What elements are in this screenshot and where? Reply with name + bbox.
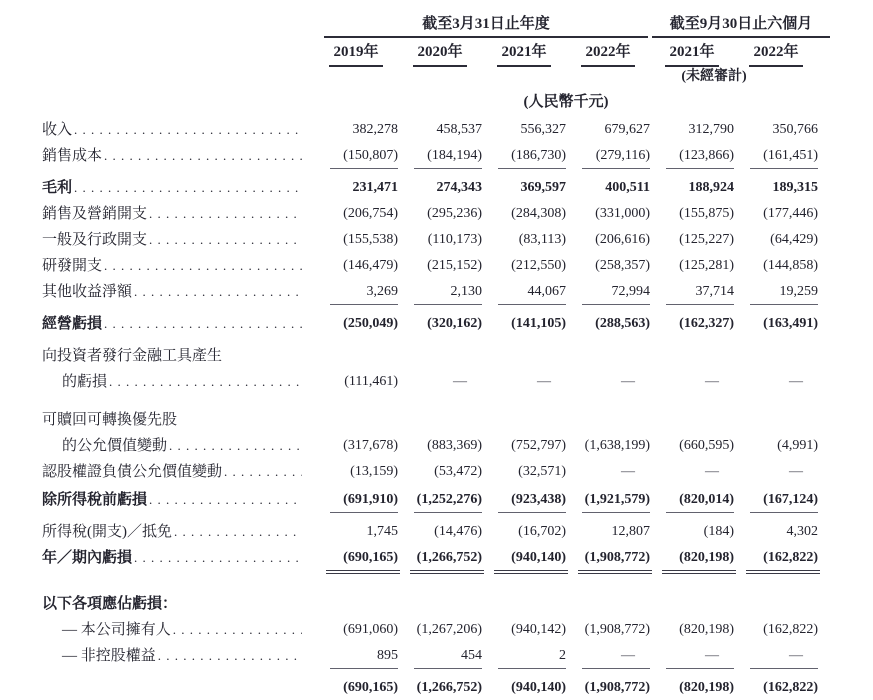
cell-value: (690,165) — [314, 675, 398, 700]
cell-value: 2 — [482, 643, 566, 669]
row-label: 毛利 — [42, 180, 73, 196]
cell-value: — — [789, 374, 803, 389]
cell-value: (317,678) — [343, 438, 398, 453]
row-label-cell — [42, 617, 314, 643]
cell-value: 556,327 — [520, 122, 566, 137]
cell-value: (883,369) — [427, 438, 482, 453]
cell-value: 1,745 — [366, 524, 398, 539]
dot-leader — [104, 143, 302, 169]
cell-value: (690,165) — [314, 545, 398, 571]
cell-value: (155,875) — [679, 206, 734, 221]
cell-value: (820,198) — [650, 675, 734, 700]
cell-value: 350,766 — [772, 122, 818, 137]
cell-value: — — [537, 374, 551, 389]
cell-value: (940,140) — [482, 545, 566, 571]
row-label-cell — [42, 343, 314, 369]
cell-value: (162,822) — [734, 545, 818, 571]
column-header-2019: 2019年 — [314, 38, 398, 67]
table-row — [42, 227, 818, 253]
cell-value: (660,595) — [679, 438, 734, 453]
row-label: 經營虧損 — [42, 316, 103, 332]
table-row — [42, 545, 818, 571]
unaudited-note: (未經審計) — [681, 69, 747, 84]
cell-value: (125,281) — [679, 258, 734, 273]
cell-value: 188,924 — [688, 180, 734, 195]
dot-leader — [134, 545, 302, 571]
row-label: 的公允價值變動 — [62, 438, 168, 454]
table-row — [42, 617, 818, 643]
row-label-cell — [42, 117, 314, 143]
cell-value: (1,908,772) — [566, 675, 650, 700]
cell-value: (258,357) — [595, 258, 650, 273]
cell-value: (1,266,752) — [398, 675, 482, 700]
cell-value: (162,327) — [679, 316, 734, 331]
table-header — [42, 12, 818, 89]
row-label: 研發開支 — [42, 258, 103, 274]
dot-leader — [109, 369, 302, 395]
table-row — [42, 201, 818, 227]
column-header-h1-2021: 2021年 — [650, 38, 734, 67]
cell-value: (14,476) — [434, 524, 482, 539]
currency-note: (人民幣千元) — [523, 94, 609, 110]
cell-value: (279,116) — [566, 143, 650, 169]
dot-leader — [173, 617, 302, 643]
cell-value: — — [621, 374, 635, 389]
cell-value: (212,550) — [511, 258, 566, 273]
cell-value: (250,049) — [343, 316, 398, 331]
dot-leader — [174, 519, 302, 545]
cell-value: (820,014) — [650, 487, 734, 513]
group-label-six-months: 截至9月30日止六個月 — [652, 12, 830, 38]
cell-value: (184,194) — [398, 143, 482, 169]
cell-value: (167,124) — [734, 487, 818, 513]
row-label: 一般及行政開支 — [42, 232, 148, 248]
dot-leader — [134, 279, 302, 305]
dot-leader — [149, 487, 302, 513]
cell-value: — — [566, 643, 650, 669]
cell-value: (146,479) — [343, 258, 398, 273]
cell-value: (53,472) — [434, 464, 482, 479]
cell-value: — — [734, 643, 818, 669]
cell-value: (184) — [703, 524, 734, 539]
table-row — [42, 369, 818, 395]
cell-value: (691,060) — [343, 622, 398, 637]
cell-value: (820,198) — [650, 545, 734, 571]
cell-value: 2,130 — [398, 279, 482, 305]
column-header-2022: 2022年 — [566, 38, 650, 67]
cell-value: (1,908,772) — [566, 545, 650, 571]
cell-value: (13,159) — [350, 464, 398, 479]
cell-value: (206,616) — [595, 232, 650, 247]
row-label-cell — [42, 143, 314, 169]
cell-value: (177,446) — [763, 206, 818, 221]
cell-value: 274,343 — [436, 180, 482, 195]
cell-value: (125,227) — [679, 232, 734, 247]
cell-value: (320,162) — [427, 316, 482, 331]
row-label-cell — [42, 675, 314, 700]
group-label-fiscal-years: 截至3月31日止年度 — [324, 12, 648, 38]
cell-value: 895 — [314, 643, 398, 669]
cell-value: 312,790 — [688, 122, 734, 137]
cell-value: 72,994 — [566, 279, 650, 305]
cell-value: 37,714 — [650, 279, 734, 305]
column-group-fiscal-years — [314, 12, 650, 89]
table-row — [42, 143, 818, 169]
cell-value: 12,807 — [611, 524, 650, 539]
cell-value: (64,429) — [770, 232, 818, 247]
cell-value: (83,113) — [518, 232, 566, 247]
cell-value: (940,142) — [511, 622, 566, 637]
row-label: 可贖回可轉換優先股 — [42, 412, 178, 428]
cell-value: — — [453, 374, 467, 389]
cell-value: (288,563) — [595, 316, 650, 331]
dot-leader — [149, 201, 302, 227]
cell-value: 679,627 — [604, 122, 650, 137]
cell-value: 458,537 — [436, 122, 482, 137]
cell-value: 400,511 — [605, 180, 650, 195]
row-label: 其他收益淨額 — [42, 284, 133, 300]
income-statement-table — [42, 12, 818, 700]
table-row — [42, 591, 818, 617]
cell-value: — — [650, 643, 734, 669]
cell-value: — — [621, 464, 635, 479]
column-header-h1-2022: 2022年 — [734, 38, 818, 67]
cell-value: (1,638,199) — [584, 438, 650, 453]
cell-value: (1,908,772) — [584, 622, 650, 637]
row-label: 的虧損 — [62, 374, 108, 390]
dot-leader — [104, 253, 302, 279]
cell-value: (150,807) — [314, 143, 398, 169]
cell-value: (186,730) — [482, 143, 566, 169]
row-label-cell — [42, 253, 314, 279]
row-label: 向投資者發行金融工具產生 — [42, 348, 223, 364]
cell-value: (284,308) — [511, 206, 566, 221]
cell-value: (163,491) — [763, 316, 818, 331]
cell-value: 44,067 — [482, 279, 566, 305]
row-label-cell — [42, 459, 314, 485]
cell-value: (16,702) — [518, 524, 566, 539]
dot-leader — [224, 459, 302, 485]
cell-value: (162,822) — [763, 622, 818, 637]
cell-value: — — [705, 464, 719, 479]
row-label: 除所得稅前虧損 — [42, 492, 148, 508]
cell-value: (4,991) — [777, 438, 818, 453]
row-label-cell — [42, 369, 314, 395]
cell-value: (1,266,752) — [398, 545, 482, 571]
table-row — [42, 675, 818, 700]
year-headers-fiscal — [314, 38, 650, 67]
dot-leader — [158, 643, 302, 669]
row-label-cell — [42, 433, 314, 459]
cell-value: (32,571) — [518, 464, 566, 479]
table-row — [42, 253, 818, 279]
column-group-six-months — [650, 12, 818, 89]
cell-value: (123,866) — [650, 143, 734, 169]
row-label-cell — [42, 519, 314, 545]
header-label-spacer — [42, 12, 314, 89]
row-label: 以下各項應佔虧損： — [42, 596, 178, 612]
cell-value: (940,140) — [482, 675, 566, 700]
column-header-2021: 2021年 — [482, 38, 566, 67]
row-label-cell — [42, 591, 314, 617]
cell-value: — — [705, 374, 719, 389]
cell-value: 4,302 — [786, 524, 818, 539]
row-label-cell — [42, 175, 314, 201]
table-body — [42, 117, 818, 700]
table-row — [42, 487, 818, 513]
row-label-cell — [42, 311, 314, 337]
cell-value: (161,451) — [734, 143, 818, 169]
row-label: 收入 — [42, 122, 73, 138]
cell-value: 3,269 — [314, 279, 398, 305]
row-label: 銷售成本 — [42, 148, 103, 164]
cell-value: 19,259 — [734, 279, 818, 305]
cell-value: (206,754) — [343, 206, 398, 221]
cell-value: (295,236) — [427, 206, 482, 221]
row-label-cell — [42, 487, 314, 513]
cell-value: (1,252,276) — [398, 487, 482, 513]
dot-leader — [169, 433, 302, 459]
cell-value: 382,278 — [352, 122, 398, 137]
dot-leader — [104, 311, 302, 337]
cell-value: (215,152) — [427, 258, 482, 273]
dot-leader — [74, 175, 302, 201]
cell-value: (155,538) — [343, 232, 398, 247]
cell-value: 189,315 — [772, 180, 818, 195]
table-row — [42, 433, 818, 459]
year-headers-six-months — [650, 38, 818, 67]
cell-value: (331,000) — [595, 206, 650, 221]
cell-value: 231,471 — [352, 180, 398, 195]
cell-value: 369,597 — [520, 180, 566, 195]
column-header-2020: 2020年 — [398, 38, 482, 67]
table-row — [42, 519, 818, 545]
cell-value: (820,198) — [679, 622, 734, 637]
dot-leader — [149, 227, 302, 253]
cell-value: (144,858) — [763, 258, 818, 273]
row-label-cell — [42, 643, 314, 669]
table-row — [42, 643, 818, 669]
row-label-cell — [42, 201, 314, 227]
row-label: 銷售及營銷開支 — [42, 206, 148, 222]
cell-value: (1,921,579) — [566, 487, 650, 513]
table-row — [42, 311, 818, 337]
row-label: — 本公司擁有人 — [62, 622, 171, 638]
cell-value: — — [789, 464, 803, 479]
row-label: 認股權證負債公允價值變動 — [42, 464, 223, 480]
row-label: 年／期內虧損 — [42, 550, 133, 566]
cell-value: (1,267,206) — [416, 622, 482, 637]
cell-value: (111,461) — [344, 374, 398, 389]
unaudited-note-row — [650, 67, 818, 89]
table-row — [42, 459, 818, 485]
row-label: — 非控股權益 — [62, 648, 156, 664]
cell-value: (691,910) — [314, 487, 398, 513]
table-row — [42, 407, 818, 433]
row-label: 所得稅(開支)／抵免 — [42, 524, 172, 540]
row-label-cell — [42, 545, 314, 571]
row-label-cell — [42, 407, 314, 433]
row-label-cell — [42, 227, 314, 253]
cell-value: 454 — [398, 643, 482, 669]
table-row — [42, 175, 818, 201]
cell-value: (923,438) — [482, 487, 566, 513]
cell-value: (162,822) — [734, 675, 818, 700]
table-row — [42, 343, 818, 369]
dot-leader — [74, 117, 302, 143]
table-row — [42, 117, 818, 143]
row-label-cell — [42, 279, 314, 305]
cell-value: (141,105) — [511, 316, 566, 331]
table-row — [42, 279, 818, 305]
cell-value: (752,797) — [511, 438, 566, 453]
cell-value: (110,173) — [427, 232, 482, 247]
